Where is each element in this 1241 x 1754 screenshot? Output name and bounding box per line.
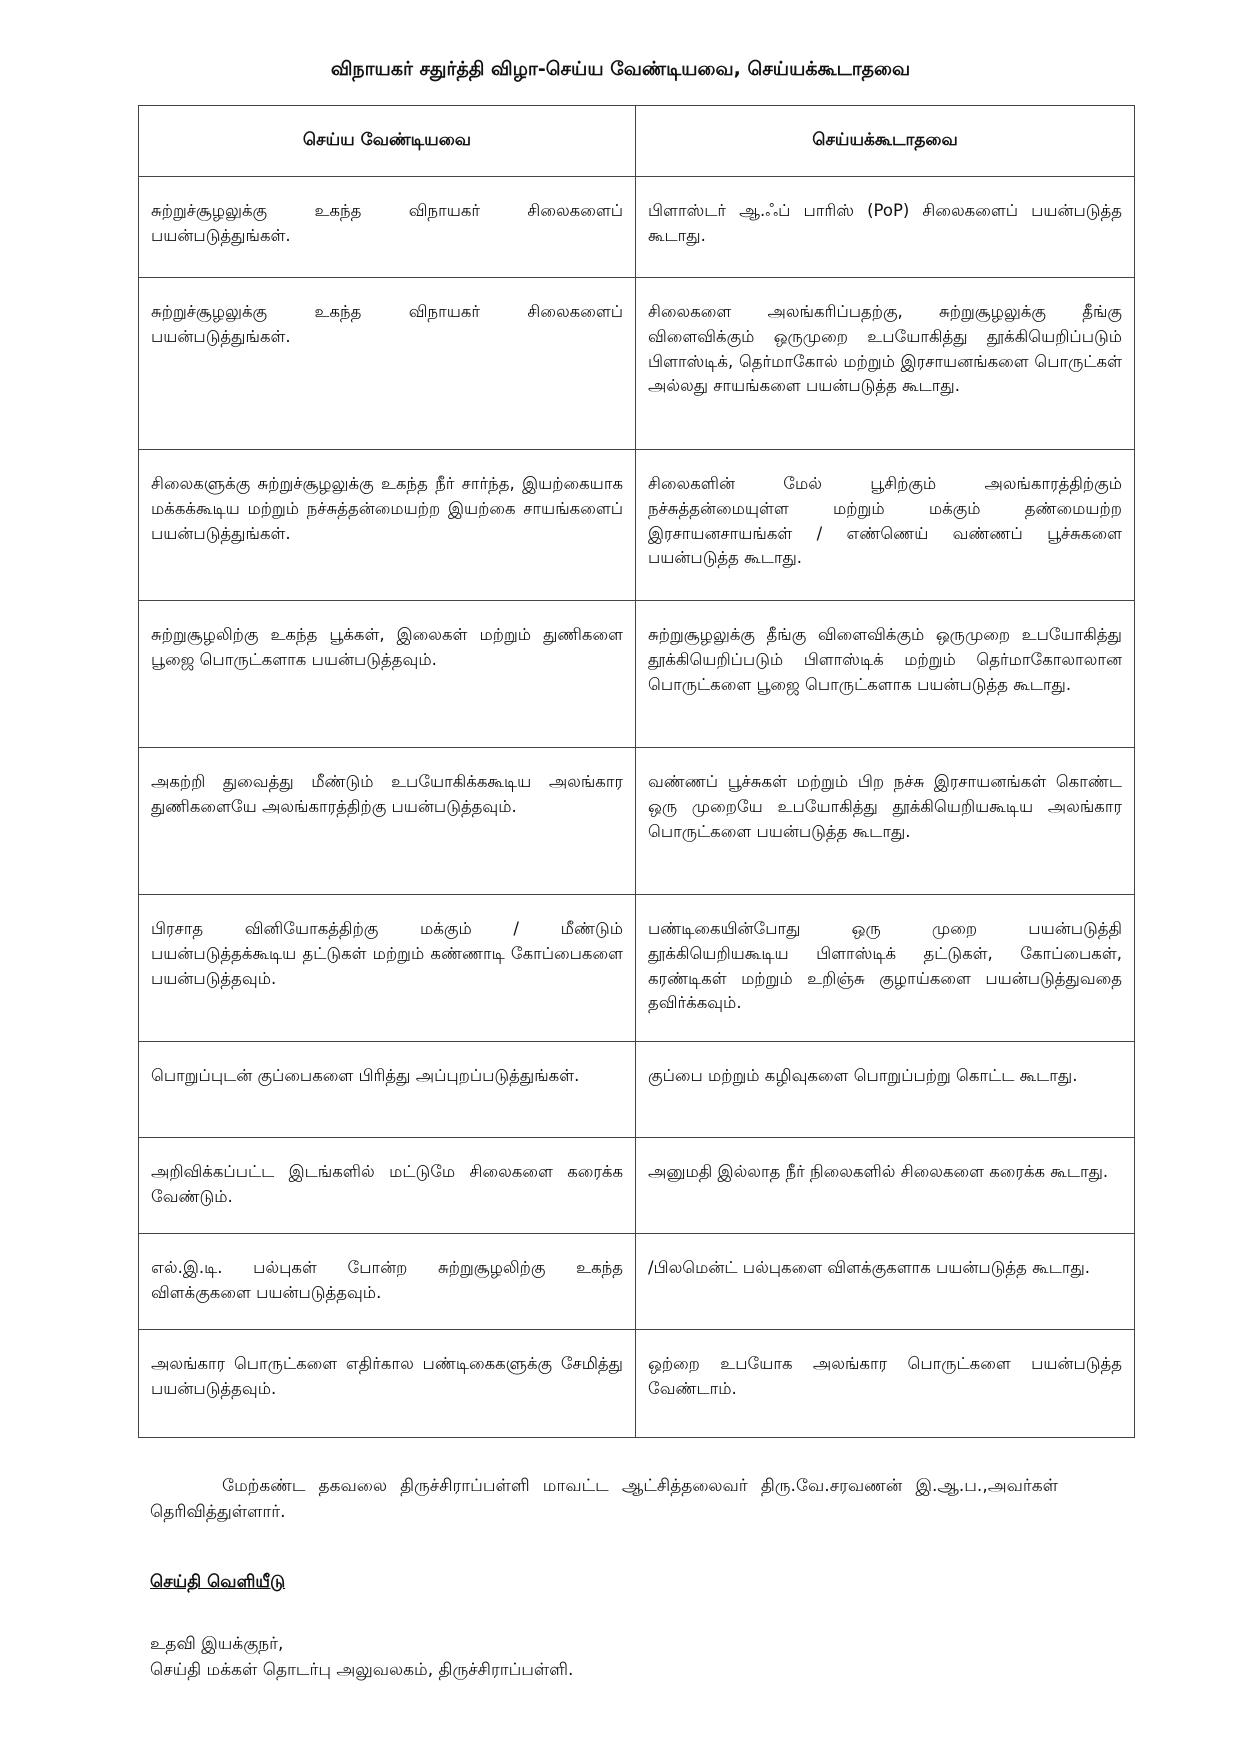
table-row	[139, 748, 1135, 895]
do-cell: சுற்றுசூழலிற்கு உகந்த பூக்கள், இலைகள் மற்றும் துணிகளை பூஜை பொருட்களாக பயன்படுத்தவும்.	[139, 601, 636, 748]
do-cell: சுற்றுச்சூழலுக்கு உகந்த விநாயகர் சிலைகளைப் பயன்படுத்துங்கள்.	[139, 177, 636, 278]
signatory-office: செய்தி மக்கள் தொடர்பு அலுவலகம், திருச்சிராப்பள்ளி.	[150, 1660, 574, 1680]
table-row	[139, 1330, 1135, 1438]
signatory-designation: உதவி இயக்குநர்,	[150, 1634, 284, 1654]
dont-cell: சுற்றுசூழலுக்கு தீங்கு விளைவிக்கும் ஒருமுறை உபயோகித்து தூக்கியெறிப்படும் பிளாஸ்டிக் மற்றும் தெர்மாகோலாலான பொருட்களை பூஜை பொருட்களாக பயன்படுத்த கூடாது.	[636, 601, 1135, 748]
dont-cell: /பிலமென்ட் பல்புகளை விளக்குகளாக பயன்படுத்த கூடாது.	[636, 1234, 1135, 1330]
dos-donts-table	[138, 105, 1135, 1438]
do-cell: சிலைகளுக்கு சுற்றுச்சூழலுக்கு உகந்த நீர் சார்ந்த, இயற்கையாக மக்கக்கூடிய மற்றும் நச்சுத்தன்மையற்ற இயற்கை சாயங்களைப் பயன்படுத்துங்கள்.	[139, 450, 636, 601]
press-release-heading: செய்தி வெளியீடு	[150, 1572, 286, 1592]
dont-cell: ஒற்றை உபயோக அலங்கார பொருட்களை பயன்படுத்த வேண்டாம்.	[636, 1330, 1135, 1438]
document-title: விநாயகர் சதுர்த்தி விழா-செய்ய வேண்டியவை, செய்யக்கூடாதவை	[330, 58, 911, 80]
table-row	[139, 278, 1135, 450]
do-cell: பிரசாத வினியோகத்திற்கு மக்கும் / மீண்டும் பயன்படுத்தக்கூடிய தட்டுகள் மற்றும் கண்ணாடி கோப்பைகளை பயன்படுத்தவும்.	[139, 895, 636, 1042]
table-header-row	[139, 106, 1135, 177]
do-cell: அலங்கார பொருட்களை எதிர்கால பண்டிகைகளுக்கு சேமித்து பயன்படுத்தவும்.	[139, 1330, 636, 1438]
table-row	[139, 177, 1135, 278]
table-row	[139, 1234, 1135, 1330]
dont-cell: குப்பை மற்றும் கழிவுகளை பொறுப்பற்று கொட்ட கூடாது.	[636, 1042, 1135, 1138]
table-row	[139, 895, 1135, 1042]
header-dos: செய்ய வேண்டியவை	[139, 106, 636, 177]
dont-cell: பிளாஸ்டர் ஆ.ஃப் பாரிஸ் (PoP) சிலைகளைப் பயன்படுத்த கூடாது.	[636, 177, 1135, 278]
table-row	[139, 450, 1135, 601]
dont-cell: அனுமதி இல்லாத நீர் நிலைகளில் சிலைகளை கரைக்க கூடாது.	[636, 1138, 1135, 1234]
dont-cell: வண்ணப் பூச்சுகள் மற்றும் பிற நச்சு இரசாயனங்கள் கொண்ட ஒரு முறையே உபயோகித்து தூக்கியெறியகூடிய அலங்கார பொருட்களை பயன்படுத்த கூடாது.	[636, 748, 1135, 895]
table-row	[139, 1042, 1135, 1138]
table-row	[139, 1138, 1135, 1234]
dont-cell: சிலைகளின் மேல் பூசிற்கும் அலங்காரத்திற்கும் நச்சுத்தன்மையுள்ள மற்றும் மக்கும் தண்மையற்ற இரசாயனசாயங்கள் / எண்ணெய் வண்ணப் பூச்சுகளை பயன்படுத்த கூடாது.	[636, 450, 1135, 601]
do-cell: எல்.இ.டி. பல்புகள் போன்ற சுற்றுசூழலிற்கு உகந்த விளக்குகளை பயன்படுத்தவும்.	[139, 1234, 636, 1330]
dont-cell: சிலைகளை அலங்கரிப்பதற்கு, சுற்றுசூழலுக்கு தீங்கு விளைவிக்கும் ஒருமுறை உபயோகித்து தூக்கியெறிப்படும் பிளாஸ்டிக், தெர்மாகோல் மற்றும் இரசாயனங்களை பொருட்கள் அல்லது சாயங்களை பயன்படுத்த கூடாது.	[636, 278, 1135, 450]
do-cell: பொறுப்புடன் குப்பைகளை பிரித்து அப்புறப்படுத்துங்கள்.	[139, 1042, 636, 1138]
dont-cell: பண்டிகையின்போது ஒரு முறை பயன்படுத்தி தூக்கியெறியகூடிய பிளாஸ்டிக் தட்டுகள், கோப்பைகள், கரண்டிகள் மற்றும் உறிஞ்சு குழாய்களை பயன்படுத்துவதை தவிர்க்கவும்.	[636, 895, 1135, 1042]
header-donts: செய்யக்கூடாதவை	[636, 106, 1135, 177]
footer-note: மேற்கண்ட தகவலை திருச்சிராப்பள்ளி மாவட்ட ஆட்சித்தலைவர் திரு.வே.சரவணன் இ.ஆ.ப.,அவர்கள் தெரிவித்துள்ளார்.	[150, 1476, 1058, 1523]
do-cell: அகற்றி துவைத்து மீண்டும் உபயோகிக்ககூடிய அலங்கார துணிகளையே அலங்காரத்திற்கு பயன்படுத்தவும்.	[139, 748, 636, 895]
do-cell: சுற்றுச்சூழலுக்கு உகந்த விநாயகர் சிலைகளைப் பயன்படுத்துங்கள்.	[139, 278, 636, 450]
do-cell: அறிவிக்கப்பட்ட இடங்களில் மட்டுமே சிலைகளை கரைக்க வேண்டும்.	[139, 1138, 636, 1234]
table-row	[139, 601, 1135, 748]
